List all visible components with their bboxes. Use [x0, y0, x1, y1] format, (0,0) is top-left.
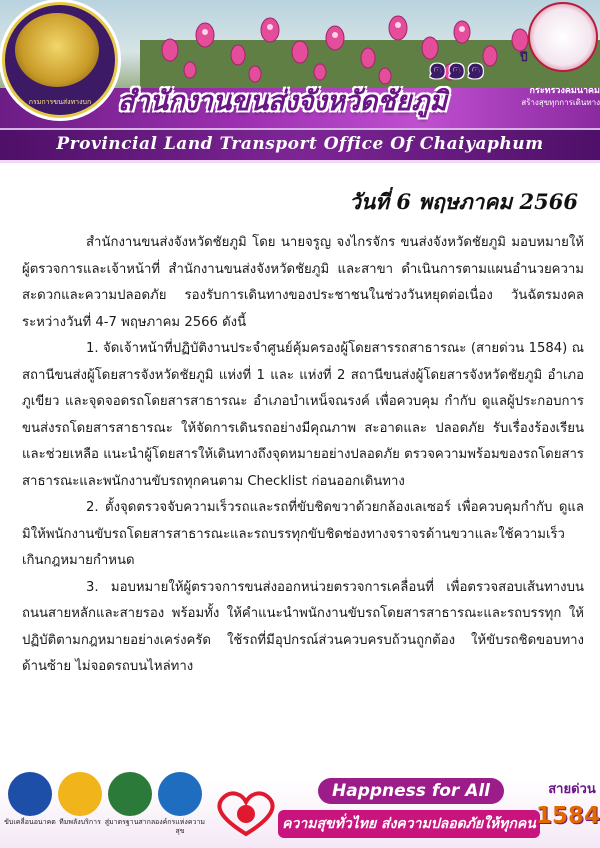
header-banner [0, 0, 600, 178]
hotline-label: สายด่วน [548, 782, 596, 797]
drive-safe-logo-icon [8, 772, 52, 816]
taxi-logo-icon [58, 772, 102, 816]
hotline-number[interactable]: 1584 [536, 803, 600, 829]
anniversary-number: ๑๑๑ [428, 51, 486, 86]
news-body [22, 230, 584, 681]
footer-logo-label: สู่มาตรฐานสากล [104, 818, 156, 826]
happiness-banner: Happness for All [318, 778, 504, 804]
item-2-paragraph: 2. ตั้งจุดตรวจจับความเร็วรถและรถที่ขับชิดขวาด้วยกล้องเลเซอร์ เพื่อควบคุมกำกับ ดูแลมิให้พนักงานขับรถโดยสารสาธารณะและรถบรรทุกขับชิดช่องทางจราจรด้านขวาและใช้ความเร็วเกินกฎหมายกำหนด [22, 500, 584, 568]
check-logo-icon [108, 772, 152, 816]
anniversary-suffix: ปี [520, 50, 528, 64]
ministry-logo [528, 2, 598, 72]
safety-slogan: ความสุขทั่วไทย ส่งความปลอดภัยให้ทุกคน [278, 810, 540, 838]
item-3-paragraph: 3. มอบหมายให้ผู้ตรวจการขนส่งออกหน่วยตรวจการเคลื่อนที่ เพื่อตรวจสอบเส้นทางบนถนนสายหลักและสายรอง พร้อมทั้ง ให้คำแนะนำพนักงานขับรถโดยสารสาธารณะและรถบรรทุก ให้ปฏิบัติตามกฎหมายอย่างเคร่งครัด ใช้รถที่มีอุปกรณ์ส่วนควบครบถ้วนถูกต้อง ให้ขับรถชิดขอบทางด้านซ้าย ไม่จอดรถบนไหล่ทาง [22, 579, 584, 674]
news-date: วันที่ 6 พฤษภาคม 2566 [349, 189, 578, 214]
ministry-name: กระทรวงคมนาคม [529, 86, 600, 96]
dlt-seal-logo [2, 2, 118, 118]
footer-logo-label: ขับเคลื่อนอนาคต [4, 818, 56, 826]
ministry-tagline [472, 86, 600, 108]
footer-logo-label: ทีมพลังบริการ [59, 818, 101, 826]
item-1-paragraph: 1. จัดเจ้าหน้าที่ปฏิบัติงานประจำศูนย์คุ้มครองผู้โดยสารรถสาธารณะ (สายด่วน 1584) ณ สถานีขนส่งผู้โดยสารจังหวัดชัยภูมิ แห่งที่ 1 และ แห่งที่ 2 สถานีขนส่งผู้โดยสารจังหวัดชัยภูมิ อำเภอภูเขียว และจุดจอดรถโดยสารสาธารณะ อำเภอบำเหน็จณรงค์ เพื่อควบคุม กำกับ ดูแลผู้ประกอบการขนส่งรถโดยสารสาธารณะ ให้จัดการเดินรถอย่างมีคุณภาพ สะอาดและ ปลอดภัย รับเรื่องร้องเรียนและช่วยเหลือ แนะนำผู้โดยสารให้เดินทางถึงจุดหมายอย่างปลอดภัย ตรวจความพร้อมของรถโดยสารสาธารณะและพนักงานขับรถทุกคนตาม Checklist ก่อนออกเดินทาง [22, 341, 584, 489]
award-logo-icon [158, 772, 202, 816]
office-title-english: Provincial Land Transport Office Of Chaiyaphum [56, 134, 544, 154]
seal-caption: กรมการขนส่งทางบก [28, 98, 92, 106]
heart-logo-icon [210, 788, 282, 838]
footer-logo-label: องค์กรแห่งความสุข [154, 818, 205, 835]
intro-paragraph: สำนักงานขนส่งจังหวัดชัยภูมิ โดย นายจรูญ จงไกรจักร ขนส่งจังหวัดชัยภูมิ มอบหมายให้ผู้ตรวจการและเจ้าหน้าที่ สำนักงานขนส่งจังหวัดชัยภูมิ และสาขา ดำเนินการตามแผนอำนวยความสะดวกและความปลอดภัย รองรับการเดินทางของประชาชนในช่วงวันหยุดต่อเนื่อง วันฉัตรมงคล ระหว่างวันที่ 4-7 พฤษภาคม 2566 ดังนี้ [22, 235, 584, 330]
garuda-emblem-icon [15, 13, 99, 87]
ministry-slogan: สร้างสุขทุกการเดินทาง [521, 98, 600, 107]
office-title-thai: สำนักงานขนส่งจังหวัดชัยภูมิ [118, 86, 448, 117]
